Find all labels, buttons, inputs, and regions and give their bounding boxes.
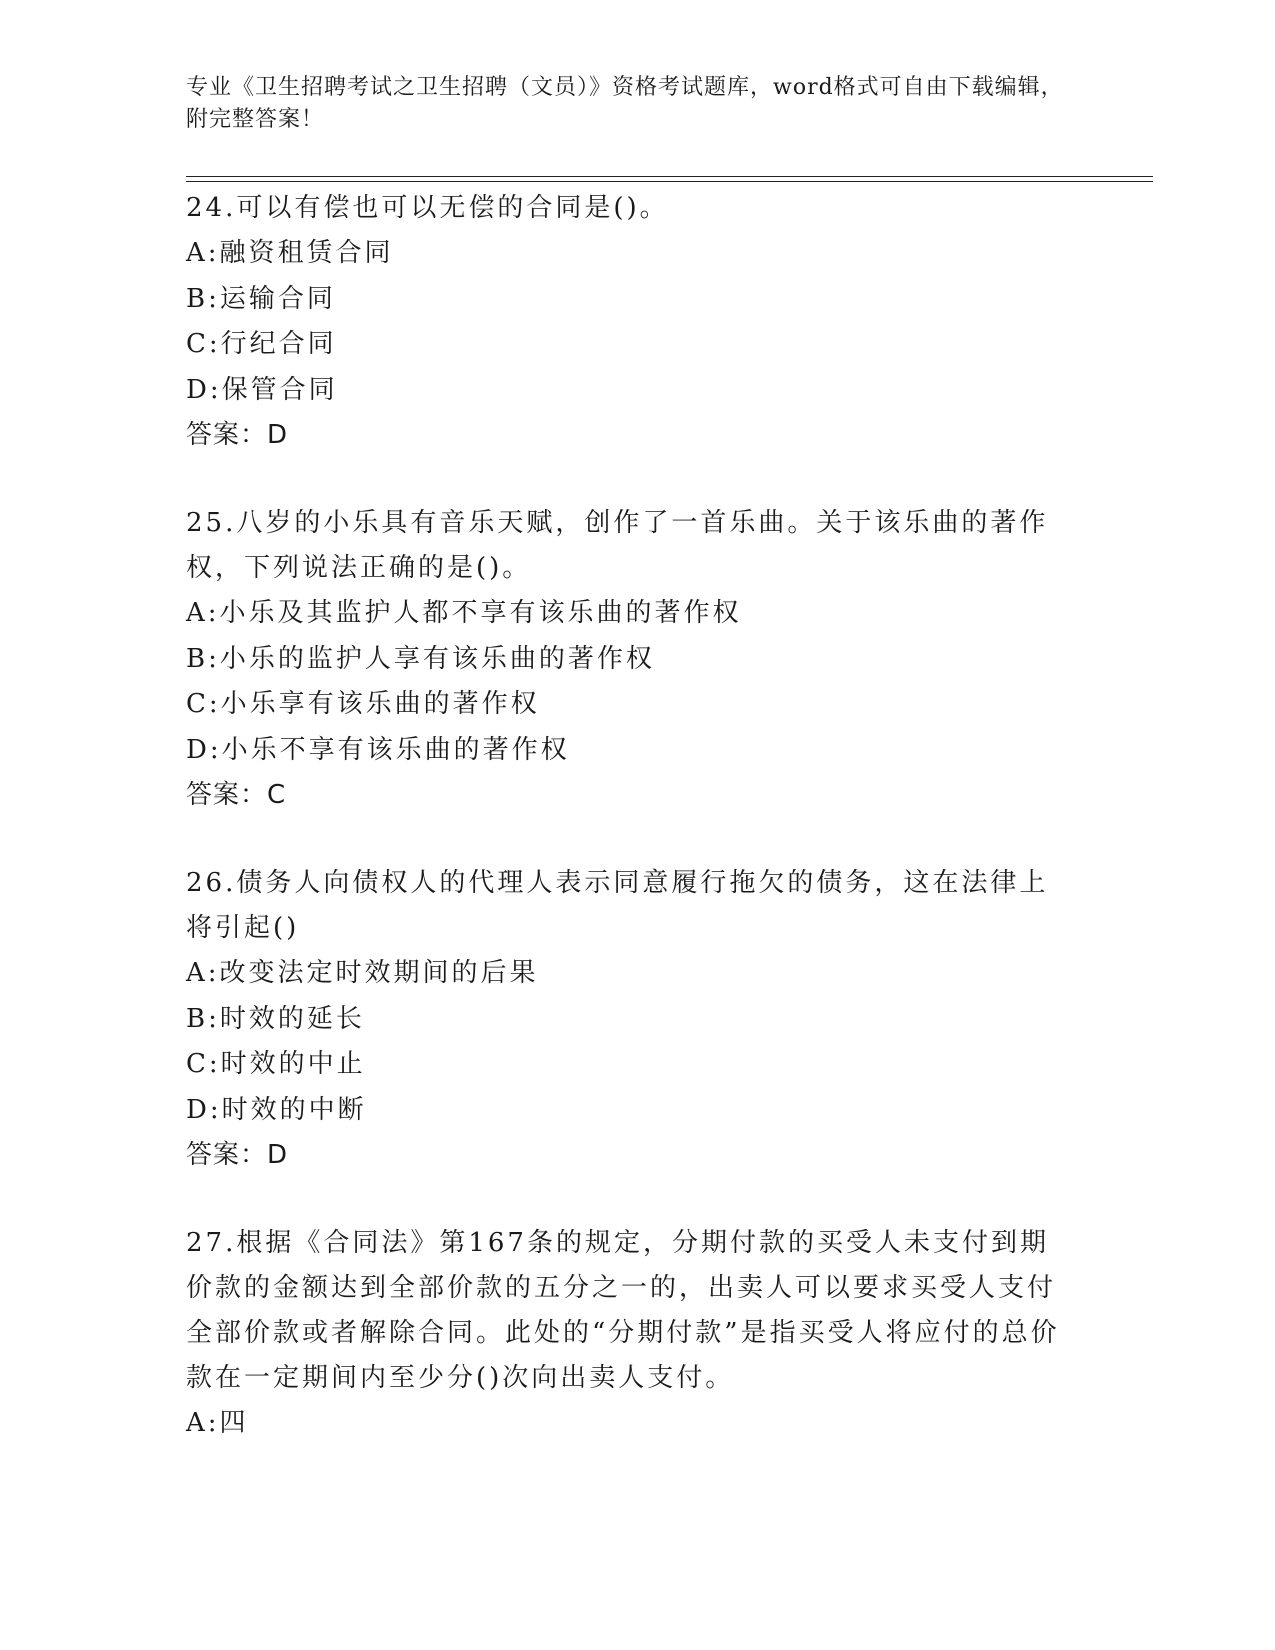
header-divider-bottom <box>186 181 1153 182</box>
answer-line: 答案：D <box>186 1140 289 1170</box>
question-26 <box>186 861 1066 1178</box>
question-spacer <box>186 818 1066 861</box>
answer-line: 答案：D <box>186 420 289 450</box>
question-list <box>186 186 1066 1447</box>
header-divider-top <box>186 176 1153 177</box>
option-d: D:保管合同 <box>186 374 338 405</box>
document-header: 专业《卫生招聘考试之卫生招聘（文员）》资格考试题库，word格式可自由下载编辑，附完整答案！ <box>186 75 1064 132</box>
option-d: D:小乐不享有该乐曲的著作权 <box>186 734 570 765</box>
option-a: A:小乐及其监护人都不享有该乐曲的著作权 <box>186 598 742 628</box>
question-stem: 26.债务人向债权人的代理人表示同意履行拖欠的债务，这在法律上将引起() <box>186 868 1049 943</box>
option-c: C:行纪合同 <box>186 329 337 359</box>
option-b: B:运输合同 <box>186 283 336 314</box>
option-a: A:四 <box>186 1408 249 1438</box>
option-b: B:时效的延长 <box>186 1003 365 1034</box>
question-25 <box>186 501 1066 818</box>
option-c: C:小乐享有该乐曲的著作权 <box>186 689 540 719</box>
question-spacer <box>186 458 1066 501</box>
question-spacer <box>186 1178 1066 1221</box>
question-stem: 25.八岁的小乐具有音乐天赋，创作了一首乐曲。关于该乐曲的著作权，下列说法正确的是()。 <box>186 508 1049 583</box>
option-a: A:融资租赁合同 <box>186 238 394 268</box>
option-b: B:小乐的监护人享有该乐曲的著作权 <box>186 643 655 674</box>
question-24 <box>186 186 1066 458</box>
option-a: A:改变法定时效期间的后果 <box>186 958 539 988</box>
option-c: C:时效的中止 <box>186 1049 366 1079</box>
question-stem: 27.根据《合同法》第167条的规定，分期付款的买受人未支付到期价款的金额达到全部价款的五分之一的，出卖人可以要求买受人支付全部价款或者解除合同。此处的“分期付款”是指买受人将应付的总价款在一定期间内至少分()次向出卖人支付。 <box>186 1228 1060 1393</box>
option-d: D:时效的中断 <box>186 1094 367 1125</box>
question-stem: 24.可以有偿也可以无偿的合同是()。 <box>186 193 669 223</box>
answer-line: 答案：C <box>186 780 287 810</box>
question-27 <box>186 1221 1066 1447</box>
